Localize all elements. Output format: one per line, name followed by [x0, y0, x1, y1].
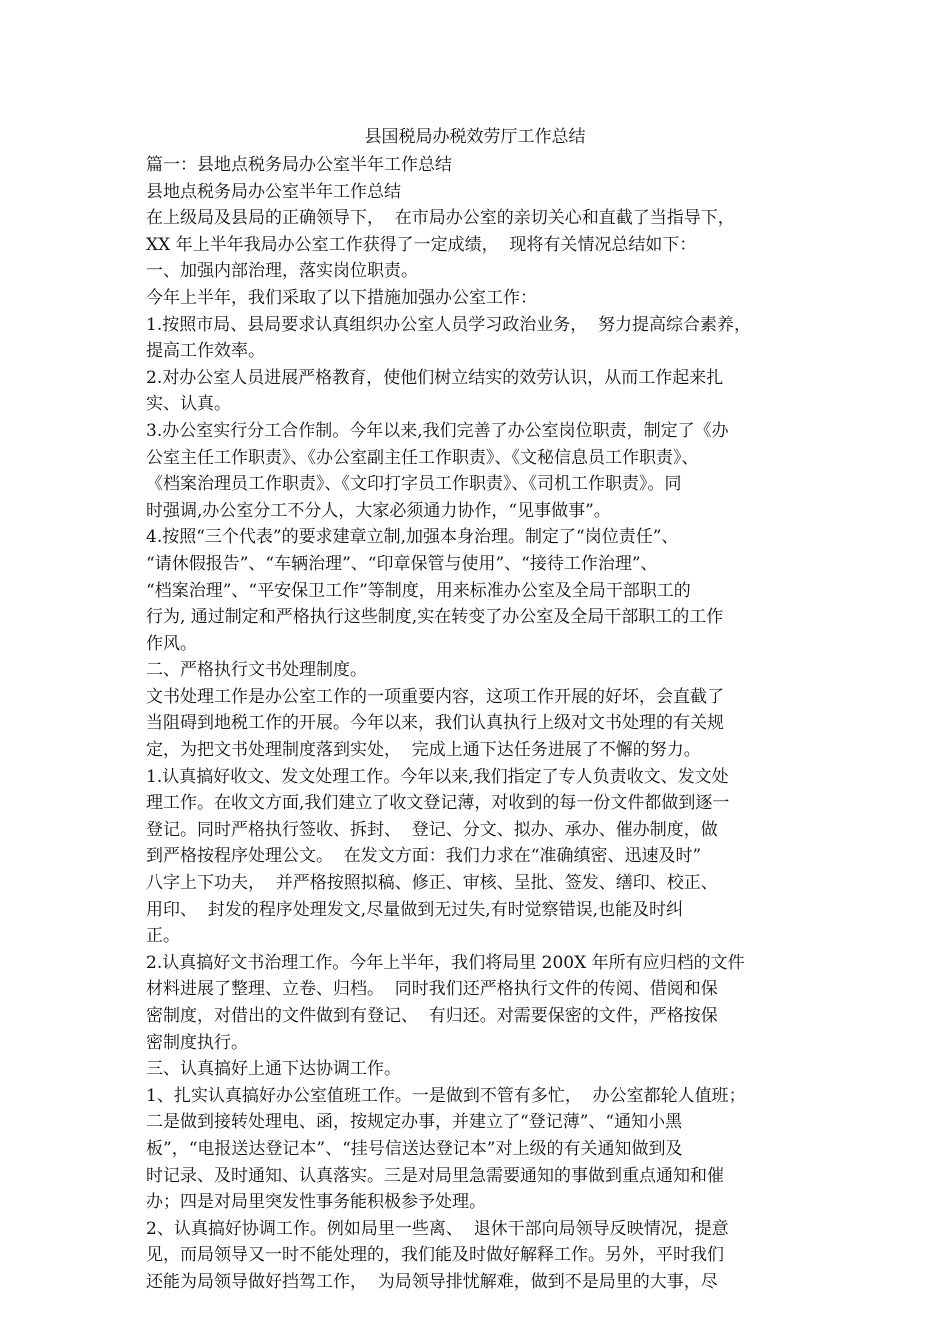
document-line: 密制度执行。 — [146, 1032, 248, 1053]
document-line: 文书处理工作是办公室工作的一项重要内容，这项工作开展的好坏，会直截了 — [146, 686, 724, 707]
document-line: 1.按照市局、县局要求认真组织办公室人员学习政治业务， 努力提高综合素养， — [146, 314, 752, 335]
document-line: 二、严格执行文书处理制度。 — [146, 660, 367, 681]
document-title: 县国税局办税效劳厅工作总结 — [364, 127, 586, 147]
document-line: 今年上半年，我们采取了以下措施加强办公室工作： — [146, 287, 537, 308]
document-line: 用印、 封发的程序处理发文,尽量做到无过失,有时觉察错误,也能及时纠 — [146, 899, 684, 920]
document-line: 提高工作效率。 — [146, 341, 265, 362]
document-line: 二是做到接转处理电、函，按规定办事，并建立了“登记薄”、“通知小黑 — [146, 1112, 683, 1133]
document-line: 作风。 — [146, 633, 197, 654]
document-line: 一、加强内部治理，落实岗位职责。 — [146, 261, 418, 282]
document-line: 篇一：县地点税务局办公室半年工作总结 — [146, 155, 452, 175]
document-line: 实、认真。 — [146, 394, 231, 415]
document-line: 4.按照“三个代表”的要求建章立制,加强本身治理。制定了“岗位责任”、 — [146, 527, 679, 548]
document-line: 三、认真搞好上通下达协调工作。 — [146, 1059, 401, 1080]
document-line: 材料进展了整理、立卷、归档。 同时我们还严格执行文件的传阅、借阅和保 — [146, 979, 718, 1000]
document-line: 理工作。在收文方面,我们建立了收文登记薄，对收到的每一份文件都做到逐一 — [146, 793, 730, 814]
document-line: 在上级局及县局的正确领导下， 在市局办公室的亲切关心和直截了当指导下， — [146, 208, 735, 229]
document-line: 当阻碍到地税工作的开展。今年以来，我们认真执行上级对文书处理的有关规 — [146, 713, 724, 734]
document-line: 到严格按程序处理公文。 在发文方面：我们力求在“准确缜密、迅速及时” — [146, 846, 702, 867]
document-line: 密制度，对借出的文件做到有登记、 有归还。对需要保密的文件，严格按保 — [146, 1006, 718, 1026]
document-line: 2、认真搞好协调工作。例如局里一些离、 退休干部向局领导反映情况，提意 — [146, 1218, 729, 1239]
document-line: 还能为局领导做好挡驾工作， 为局领导排忧解难，做到不是局里的大事，尽 — [146, 1271, 718, 1292]
document-line: 时强调,办公室分工不分人，大家必须通力协作，“见事做事”。 — [146, 500, 611, 521]
document-line: 2.对办公室人员进展严格教育，使他们树立结实的效劳认识，从而工作起来扎 — [146, 367, 724, 388]
document-line: 1.认真搞好收文、发文处理工作。今年以来,我们指定了专人负责收文、发文处 — [146, 766, 729, 787]
document-line: 公室主任工作职责》、《办公室副主任工作职责》、《文秘信息员工作职责》、 — [146, 447, 699, 468]
document-line: 县地点税务局办公室半年工作总结 — [146, 181, 401, 202]
document-body — [146, 152, 826, 1296]
document-line: “请休假报告”、“车辆治理”、“印章保管与使用”、“接待工作治理”、 — [146, 553, 658, 574]
document-line: 八字上下功夫， 并严格按照拟稿、修正、审核、呈批、签发、缮印、校正、 — [146, 873, 718, 894]
document-line: 行为, 通过制定和严格执行这些制度,实在转变了办公室及全局干部职工的工作 — [146, 607, 724, 628]
document-line: 见，而局领导又一时不能处理的，我们能及时做好解释工作。另外，平时我们 — [146, 1245, 724, 1266]
document-line: 《档案治理员工作职责》、《文印打字员工作职责》、《司机工作职责》。同 — [146, 474, 682, 495]
document-line: 板”，“电报送达登记本”、“挂号信送达登记本”对上级的有关通知做到及 — [146, 1138, 683, 1159]
document-line: “档案治理”、“平安保卫工作”等制度，用来标准办公室及全局干部职工的 — [146, 580, 691, 601]
document-line: 正。 — [146, 926, 180, 947]
document-line: 3.办公室实行分工合作制。今年以来,我们完善了办公室岗位职责，制定了《办 — [146, 420, 729, 441]
document-line: 定，为把文书处理制度落到实处， 完成上通下达任务进展了不懈的努力。 — [146, 740, 701, 761]
document-line: 2.认真搞好文书治理工作。今年上半年，我们将局里 200X 年所有应归档的文件 — [146, 952, 745, 973]
document-line: 登记。同时严格执行签收、拆封、 登记、分文、拟办、承办、催办制度，做 — [146, 819, 718, 840]
document-line: XX 年上半年我局办公室工作获得了一定成绩， 现将有关情况总结如下： — [146, 234, 697, 255]
document-line: 1、扎实认真搞好办公室值班工作。一是做到不管有多忙， 办公室都轮人值班； — [146, 1085, 746, 1106]
document-line: 办；四是对局里突发性事务能积极参予处理。 — [146, 1192, 486, 1213]
document-line: 时记录、及时通知、认真落实。三是对局里急需要通知的事做到重点通知和催 — [146, 1165, 724, 1186]
